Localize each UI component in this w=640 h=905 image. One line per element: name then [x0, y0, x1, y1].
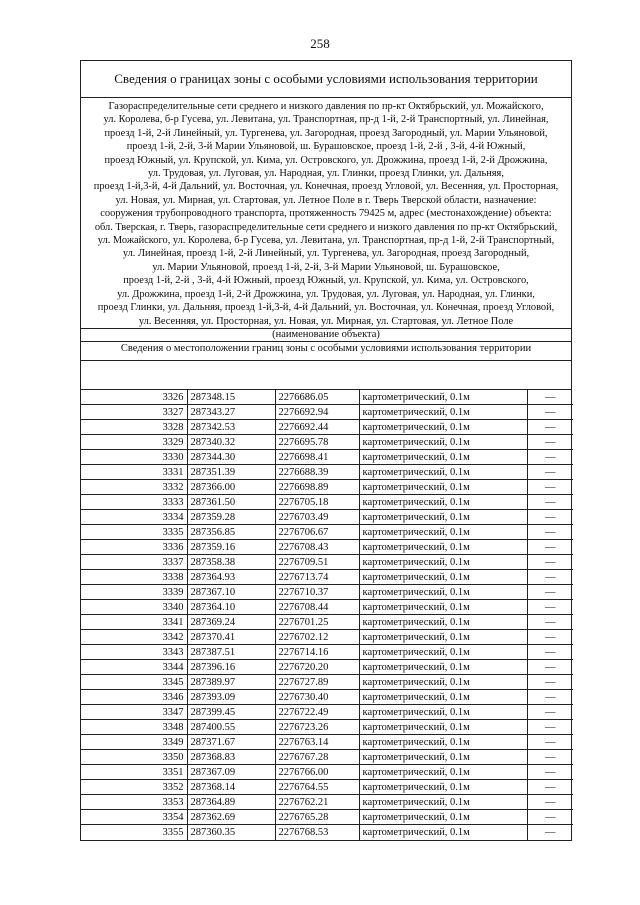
table-row — [81, 540, 573, 555]
point-number: 3335 — [81, 525, 187, 540]
coordinate-x: 287370.41 — [187, 630, 275, 645]
table-row — [81, 480, 573, 495]
coordinate-x: 287400.55 — [187, 720, 275, 735]
accuracy-dash: — — [527, 780, 573, 795]
coordinate-y: 2276722.49 — [275, 705, 359, 720]
determination-method: картометрический, 0.1м — [359, 735, 527, 750]
determination-method: картометрический, 0.1м — [359, 450, 527, 465]
coordinate-y: 2276702.12 — [275, 630, 359, 645]
point-number: 3338 — [81, 570, 187, 585]
point-number: 3330 — [81, 450, 187, 465]
point-number: 3346 — [81, 690, 187, 705]
coordinate-x: 287368.83 — [187, 750, 275, 765]
description-line: проезд Южный, ул. Крупской, ул. Кима, ул. Островского, ул. Дрожжина, проезд 1-й, 2-й Дрожжина, — [104, 154, 548, 166]
table-row — [81, 495, 573, 510]
page-number: 258 — [310, 36, 330, 51]
coordinate-y: 2276710.37 — [275, 585, 359, 600]
accuracy-dash: — — [527, 570, 573, 585]
coordinate-y: 2276766.00 — [275, 765, 359, 780]
table-row — [81, 645, 573, 660]
coordinate-x: 287369.24 — [187, 615, 275, 630]
coordinate-y: 2276768.53 — [275, 825, 359, 840]
accuracy-dash: — — [527, 645, 573, 660]
table-row — [81, 585, 573, 600]
determination-method: картометрический, 0.1м — [359, 570, 527, 585]
object-description — [81, 98, 571, 328]
coordinate-y: 2276730.40 — [275, 690, 359, 705]
determination-method: картометрический, 0.1м — [359, 825, 527, 840]
table-row — [81, 600, 573, 615]
table-row — [81, 465, 573, 480]
coordinate-y: 2276762.21 — [275, 795, 359, 810]
coordinate-y: 2276708.43 — [275, 540, 359, 555]
accuracy-dash: — — [527, 720, 573, 735]
coordinate-y: 2276695.78 — [275, 435, 359, 450]
determination-method: картометрический, 0.1м — [359, 600, 527, 615]
accuracy-dash: — — [527, 405, 573, 420]
point-number: 3342 — [81, 630, 187, 645]
coordinate-x: 287360.35 — [187, 825, 275, 840]
accuracy-dash: — — [527, 735, 573, 750]
determination-method: картометрический, 0.1м — [359, 690, 527, 705]
point-number: 3348 — [81, 720, 187, 735]
coordinate-x: 287364.93 — [187, 570, 275, 585]
coordinate-y: 2276763.14 — [275, 735, 359, 750]
accuracy-dash: — — [527, 465, 573, 480]
point-number: 3344 — [81, 660, 187, 675]
zone-boundaries-frame — [80, 60, 572, 841]
coordinate-x: 287367.09 — [187, 765, 275, 780]
description-line: проезд 1-й, 2-й Линейный, ул. Тургенева, ул. Загородная, проезд Загородный, ул. Марии Ульяновой, — [104, 127, 548, 139]
coordinate-y: 2276720.20 — [275, 660, 359, 675]
table-row — [81, 825, 573, 840]
point-number: 3354 — [81, 810, 187, 825]
point-number: 3334 — [81, 510, 187, 525]
point-number: 3340 — [81, 600, 187, 615]
coordinate-y: 2276709.51 — [275, 555, 359, 570]
coordinate-x: 287358.38 — [187, 555, 275, 570]
table-row — [81, 630, 573, 645]
point-number: 3343 — [81, 645, 187, 660]
determination-method: картометрический, 0.1м — [359, 480, 527, 495]
coordinate-x: 287359.28 — [187, 510, 275, 525]
table-row — [81, 675, 573, 690]
point-number: 3347 — [81, 705, 187, 720]
description-line: проезд 1-й, 2-й, 3-й Марии Ульяновой, ш. Бурашовское, проезд 1-й, 2-й , 3-й, 4-й Южный, — [126, 141, 526, 153]
accuracy-dash: — — [527, 705, 573, 720]
coordinate-y: 2276688.39 — [275, 465, 359, 480]
coordinate-x: 287396.16 — [187, 660, 275, 675]
coordinate-x: 287340.32 — [187, 435, 275, 450]
point-number: 3351 — [81, 765, 187, 780]
table-row — [81, 510, 573, 525]
table-row — [81, 810, 573, 825]
table-row — [81, 795, 573, 810]
determination-method: картометрический, 0.1м — [359, 810, 527, 825]
table-row — [81, 450, 573, 465]
determination-method: картометрический, 0.1м — [359, 510, 527, 525]
coordinate-y: 2276764.55 — [275, 780, 359, 795]
determination-method: картометрический, 0.1м — [359, 780, 527, 795]
description-line: ул. Королева, б-р Гусева, ул. Левитана, ул. Транспортная, пр-д 1-й, 2-й Транспортный, ул. Линейная, — [103, 114, 549, 126]
table-row — [81, 390, 573, 405]
coordinate-x: 287387.51 — [187, 645, 275, 660]
accuracy-dash: — — [527, 480, 573, 495]
determination-method: картометрический, 0.1м — [359, 555, 527, 570]
coordinate-x: 287348.15 — [187, 390, 275, 405]
coordinate-x: 287361.50 — [187, 495, 275, 510]
accuracy-dash: — — [527, 525, 573, 540]
table-row — [81, 405, 573, 420]
accuracy-dash: — — [527, 555, 573, 570]
description-line: сооружения трубопроводного транспорта, протяженность 79425 м, адрес (местонахождение) объекта: — [100, 208, 552, 220]
accuracy-dash: — — [527, 420, 573, 435]
point-number: 3352 — [81, 780, 187, 795]
determination-method: картометрический, 0.1м — [359, 420, 527, 435]
point-number: 3328 — [81, 420, 187, 435]
coordinate-x: 287356.85 — [187, 525, 275, 540]
object-name-caption: (наименование объекта) — [81, 328, 571, 342]
determination-method: картометрический, 0.1м — [359, 675, 527, 690]
point-number: 3350 — [81, 750, 187, 765]
determination-method: картометрический, 0.1м — [359, 645, 527, 660]
coordinate-y: 2276714.16 — [275, 645, 359, 660]
determination-method: картометрический, 0.1м — [359, 660, 527, 675]
determination-method: картометрический, 0.1м — [359, 525, 527, 540]
point-number: 3341 — [81, 615, 187, 630]
point-number: 3339 — [81, 585, 187, 600]
table-row — [81, 765, 573, 780]
point-number: 3355 — [81, 825, 187, 840]
accuracy-dash: — — [527, 600, 573, 615]
coordinate-y: 2276705.18 — [275, 495, 359, 510]
determination-method: картометрический, 0.1м — [359, 795, 527, 810]
determination-method: картометрический, 0.1м — [359, 495, 527, 510]
coordinate-y: 2276706.67 — [275, 525, 359, 540]
coordinate-x: 287368.14 — [187, 780, 275, 795]
point-number: 3327 — [81, 405, 187, 420]
point-number: 3337 — [81, 555, 187, 570]
point-number: 3349 — [81, 735, 187, 750]
coordinate-y: 2276698.41 — [275, 450, 359, 465]
determination-method: картометрический, 0.1м — [359, 615, 527, 630]
table-row — [81, 435, 573, 450]
determination-method: картометрический, 0.1м — [359, 765, 527, 780]
determination-method: картометрический, 0.1м — [359, 585, 527, 600]
accuracy-dash: — — [527, 765, 573, 780]
coordinate-x: 287351.39 — [187, 465, 275, 480]
coordinate-x: 287367.10 — [187, 585, 275, 600]
coordinate-x: 287399.45 — [187, 705, 275, 720]
determination-method: картометрический, 0.1м — [359, 390, 527, 405]
coordinate-y: 2276692.44 — [275, 420, 359, 435]
coordinate-y: 2276767.28 — [275, 750, 359, 765]
description-line: ул. Трудовая, ул. Луговая, ул. Народная, ул. Глинки, проезд Глинки, ул. Дальняя, — [148, 168, 504, 180]
accuracy-dash: — — [527, 510, 573, 525]
table-row — [81, 420, 573, 435]
coordinate-x: 287389.97 — [187, 675, 275, 690]
description-line: ул. Можайского, ул. Королева, б-р Гусева, ул. Левитана, ул. Транспортная, пр-д 1-й, 2-й Транспортный, — [97, 235, 555, 247]
description-line: ул. Новая, ул. Мирная, ул. Стартовая, ул. Летное Поле в г. Тверь Тверской области, назначение: — [115, 194, 537, 206]
description-line: ул. Линейная, проезд 1-й, 2-й Линейный, ул. Тургенева, ул. Загородная, проезд Загородный, — [122, 248, 530, 260]
table-row — [81, 720, 573, 735]
table-row — [81, 525, 573, 540]
determination-method: картометрический, 0.1м — [359, 465, 527, 480]
accuracy-dash: — — [527, 495, 573, 510]
coordinate-y: 2276698.89 — [275, 480, 359, 495]
description-line: ул. Дрожжина, проезд 1-й, 2-й Дрожжина, ул. Трудовая, ул. Луговая, ул. Народная, ул. Глинки, — [117, 288, 535, 300]
coordinate-x: 287343.27 — [187, 405, 275, 420]
point-number: 3336 — [81, 540, 187, 555]
table-row — [81, 705, 573, 720]
coordinate-y: 2276701.25 — [275, 615, 359, 630]
coordinate-y: 2276723.26 — [275, 720, 359, 735]
determination-method: картометрический, 0.1м — [359, 435, 527, 450]
description-line: ул. Марии Ульяновой, проезд 1-й, 2-й, 3-й Марии Ульяновой, ш. Бурашовское, — [152, 261, 500, 273]
table-row — [81, 615, 573, 630]
accuracy-dash: — — [527, 390, 573, 405]
table-row — [81, 735, 573, 750]
determination-method: картометрический, 0.1м — [359, 540, 527, 555]
point-number: 3332 — [81, 480, 187, 495]
table-row — [81, 690, 573, 705]
determination-method: картометрический, 0.1м — [359, 630, 527, 645]
coordinate-x: 287359.16 — [187, 540, 275, 555]
location-section-title: Сведения о местоположении границ зоны с особыми условиями использования территории — [81, 342, 571, 361]
description-line: проезд 1-й,3-й, 4-й Дальний, ул. Восточная, ул. Конечная, проезд Угловой, ул. Весенняя, ул. Просторная, — [93, 181, 559, 193]
coordinate-y: 2276727.89 — [275, 675, 359, 690]
description-line: проезд Глинки, ул. Дальняя, проезд 1-й,3-й, 4-й Дальний, ул. Восточная, ул. Конечная, проезд Угловой, — [97, 302, 555, 314]
coordinate-x: 287342.53 — [187, 420, 275, 435]
determination-method: картометрический, 0.1м — [359, 720, 527, 735]
table-row — [81, 780, 573, 795]
accuracy-dash: — — [545, 827, 556, 839]
coordinate-y: 2276713.74 — [275, 570, 359, 585]
accuracy-dash: — — [527, 795, 573, 810]
accuracy-dash: — — [527, 615, 573, 630]
point-number: 3353 — [81, 795, 187, 810]
determination-method: картометрический, 0.1м — [359, 750, 527, 765]
accuracy-dash: — — [527, 435, 573, 450]
coordinate-y: 2276692.94 — [275, 405, 359, 420]
description-line: ул. Весенняя, ул. Просторная, ул. Новая, ул. Мирная, ул. Стартовая, ул. Летное Поле — [138, 315, 514, 327]
table-header-spacer — [81, 361, 571, 390]
accuracy-dash: — — [527, 540, 573, 555]
coordinate-x: 287344.30 — [187, 450, 275, 465]
point-number: 3333 — [81, 495, 187, 510]
coordinate-x: 287364.10 — [187, 600, 275, 615]
description-line: проезд 1-й, 2-й , 3-й, 4-й Южный, проезд Южный, ул. Крупской, ул. Кима, ул. Островского, — [123, 275, 529, 287]
coordinates-table — [81, 390, 573, 840]
point-number: 3345 — [81, 675, 187, 690]
coordinate-y: 2276703.49 — [275, 510, 359, 525]
coordinate-y: 2276765.28 — [275, 810, 359, 825]
accuracy-dash: — — [527, 585, 573, 600]
coordinate-y: 2276686.05 — [275, 390, 359, 405]
table-row — [81, 660, 573, 675]
point-number: 3326 — [81, 390, 187, 405]
accuracy-dash: — — [527, 810, 573, 825]
accuracy-dash: — — [527, 675, 573, 690]
determination-method: картометрический, 0.1м — [359, 705, 527, 720]
coordinate-x: 287362.69 — [187, 810, 275, 825]
accuracy-dash: — — [527, 750, 573, 765]
coordinate-x: 287393.09 — [187, 690, 275, 705]
coordinate-y: 2276708.44 — [275, 600, 359, 615]
coordinate-x: 287364.89 — [187, 795, 275, 810]
accuracy-dash: — — [527, 660, 573, 675]
point-number: 3331 — [81, 465, 187, 480]
document-title: Сведения о границах зоны с особыми условиями использования территории — [81, 61, 571, 98]
accuracy-dash: — — [527, 630, 573, 645]
table-row — [81, 555, 573, 570]
description-line: Газораспределительные сети среднего и низкого давления по пр-кт Октябрьский, ул. Можайского, — [108, 101, 544, 112]
coordinate-x: 287371.67 — [187, 735, 275, 750]
determination-method: картометрический, 0.1м — [359, 405, 527, 420]
coordinate-x: 287366.00 — [187, 480, 275, 495]
accuracy-dash: — — [527, 450, 573, 465]
point-number: 3329 — [81, 435, 187, 450]
description-line: обл. Тверская, г. Тверь, газораспределительные сети среднего и низкого давления по пр-кт Октябрьский, — [94, 221, 558, 233]
table-row — [81, 570, 573, 585]
accuracy-dash: — — [527, 690, 573, 705]
table-row — [81, 750, 573, 765]
